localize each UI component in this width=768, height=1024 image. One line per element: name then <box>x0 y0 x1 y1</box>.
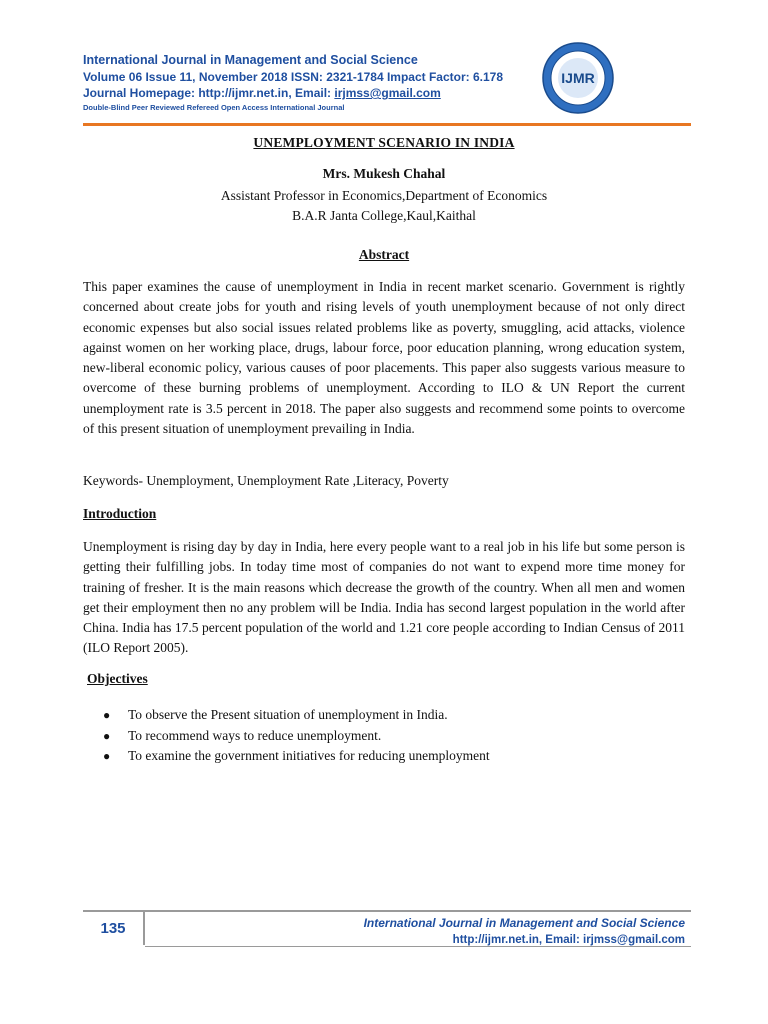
header-rule <box>83 123 691 126</box>
affiliation-line-1: Assistant Professor in Economics,Department of Economics <box>220 188 548 203</box>
keywords: Keywords- Unemployment, Unemployment Rate ,Literacy, Poverty <box>83 473 449 488</box>
list-item <box>100 726 490 747</box>
abstract-text: This paper examines the cause of unemployment in India in recent market scenario. Government is rightly concerned about create jobs for youth and rising levels of youth unemployment because of not only direct economic expenses but also social issues related problems like as poverty, smuggling, acid attacks, violence against women on her working place, drugs, labour force, poor education planning, wrong education system, new-liberal economic policy, various causes of poor placements. This paper also suggests various measure to overcome of these burning problems of unemployment. According to ILO & UN Report the current unemployment rate is 3.5 percent in 2018. The paper also suggests and recommend some points to overcome of this present situation of unemployment prevailing in India. <box>83 279 685 437</box>
abstract-heading: Abstract <box>358 247 410 262</box>
objective-text: To observe the Present situation of unemployment in India. <box>128 707 448 722</box>
journal-logo <box>541 41 615 115</box>
author-name: Mrs. Mukesh Chahal <box>322 166 446 181</box>
affiliation-line-2: B.A.R Janta College,Kaul,Kaithal <box>292 208 476 223</box>
objective-text: To recommend ways to reduce unemployment. <box>128 727 382 743</box>
objectives-list <box>100 705 490 767</box>
homepage-line <box>83 85 543 102</box>
logo-text: IJMR <box>561 70 595 86</box>
paper-title: UNEMPLOYMENT SCENARIO IN INDIA <box>253 135 515 150</box>
bullet-icon: ● <box>103 749 111 763</box>
objectives-heading: Objectives <box>87 671 148 686</box>
list-item <box>100 705 490 726</box>
list-item <box>100 746 490 767</box>
footer-rule <box>83 910 691 912</box>
journal-name: International Journal in Management and Social Science <box>83 53 418 67</box>
introduction-heading: Introduction <box>83 506 157 521</box>
bullet-icon: ● <box>103 728 111 743</box>
homepage-prefix: Journal Homepage: http://ijmr.net.in, Email: <box>83 86 335 100</box>
footer-bottom-rule <box>145 946 691 947</box>
footer-journal-name: International Journal in Management and Social Science <box>363 916 685 930</box>
email-link[interactable]: irjmss@gmail.com <box>334 86 441 100</box>
page-number-box <box>83 912 145 945</box>
bullet-icon: ● <box>103 708 111 722</box>
volume-info: Volume 06 Issue 11, November 2018 ISSN: 2321-1784 Impact Factor: 6.178 <box>83 70 503 84</box>
journal-header <box>83 52 543 114</box>
objective-text: To examine the government initiatives for reducing unemployment <box>128 748 490 763</box>
page-number: 135 <box>100 920 126 937</box>
footer-contact: http://ijmr.net.in, Email: irjmss@gmail.com <box>452 934 685 946</box>
footer-info <box>364 915 685 948</box>
review-line: Double-Blind Peer Reviewed Refereed Open Access International Journal <box>83 103 345 112</box>
introduction-text: Unemployment is rising day by day in India, here every people want to a real job in his life but some person is getting their fulfilling jobs. In today time most of companies do not want to expend more time money for training of fresher. It is the main reasons which decrease the growth of the country. When all men and women get their employment then no any problem will be India. India has second largest population in the world after China. India has 17.5 percent population of the world and 1.21 core people according to Indian Census of 2011 (ILO Report 2005). <box>83 539 685 656</box>
affiliation <box>0 186 768 226</box>
